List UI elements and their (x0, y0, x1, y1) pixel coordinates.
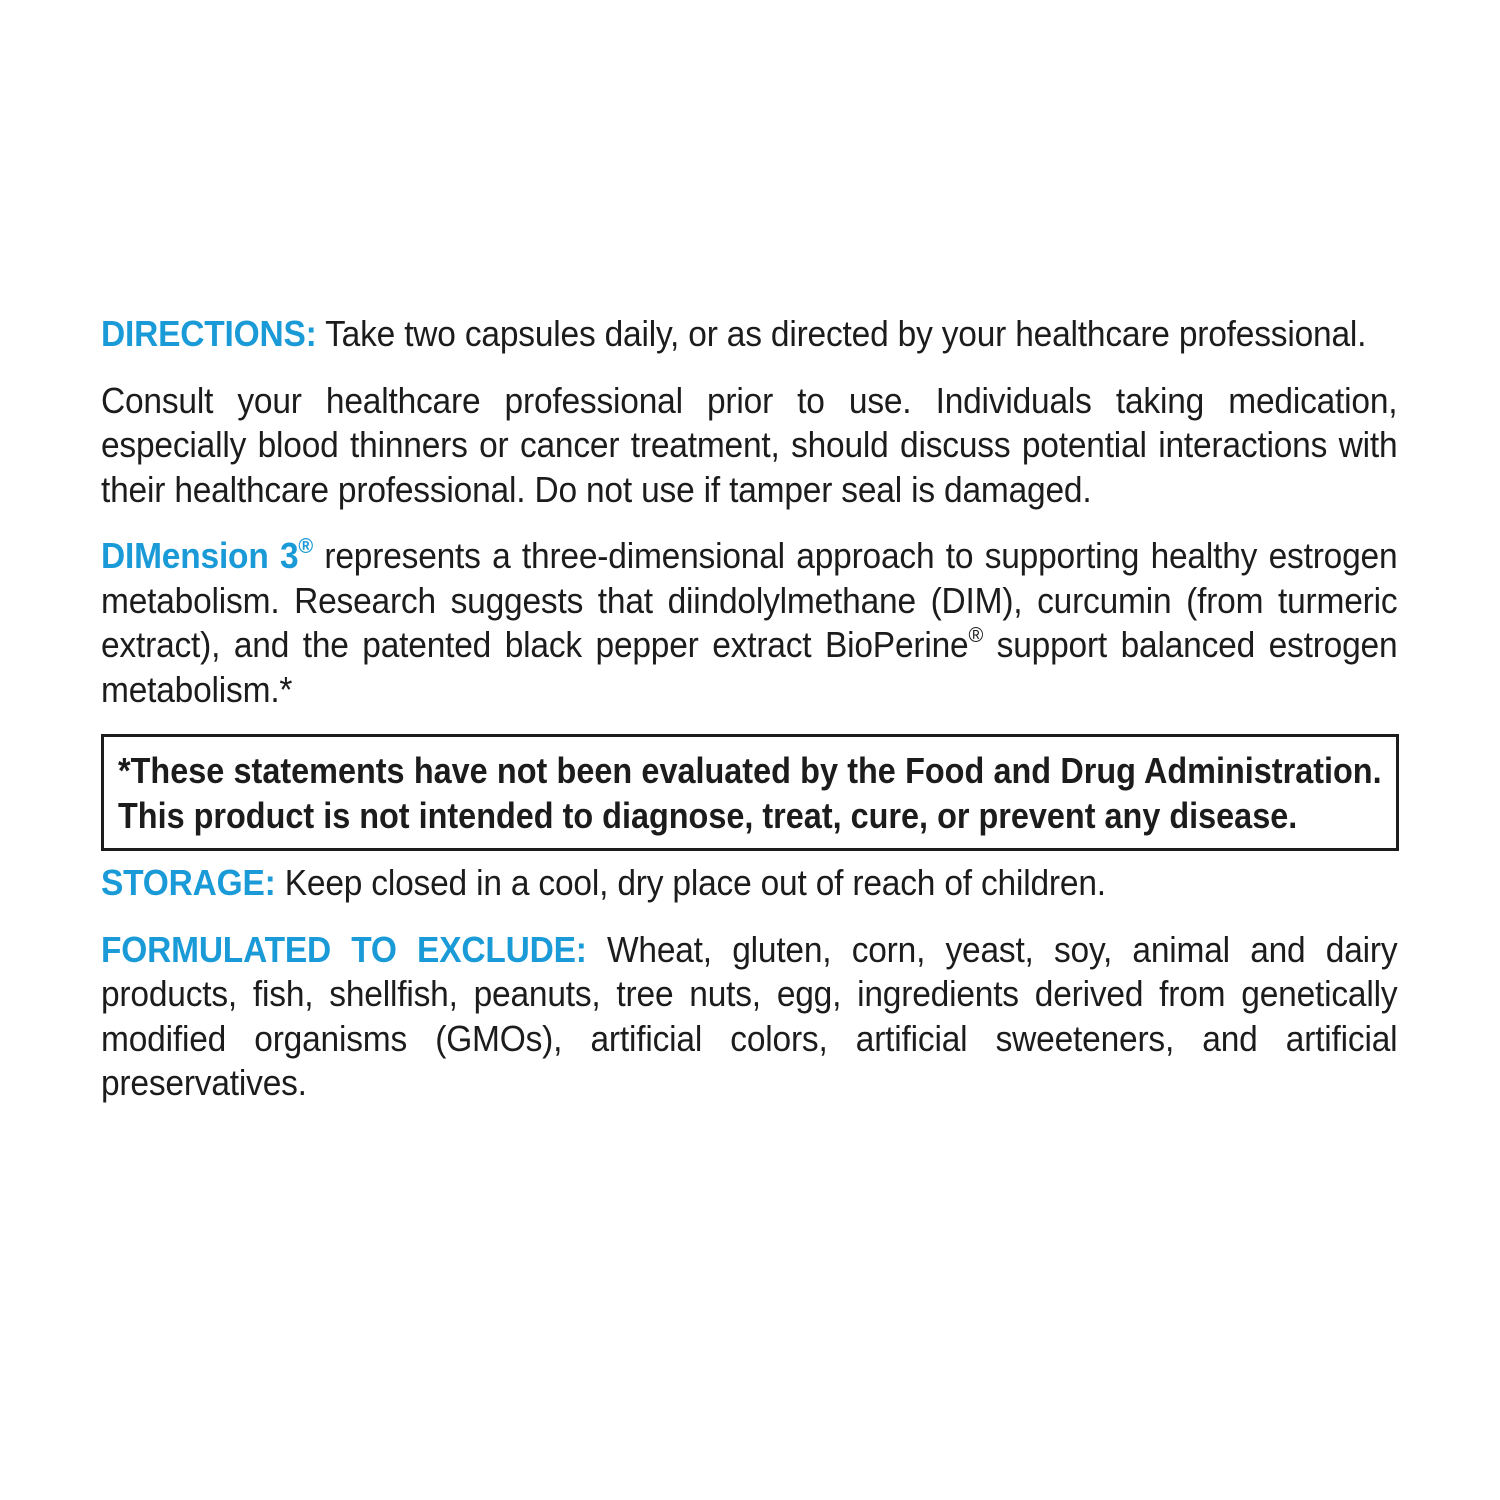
description-text-part1: represents a three-dimensional approach to supporting healthy estrogen metabolism. Research suggests that diindolylmethane (DIM), curcumin (from turmeric extract), and the patented black pepper extract BioPerine (101, 535, 1398, 665)
directions-heading: DIRECTIONS: (101, 313, 317, 354)
fda-disclaimer-box (101, 734, 1399, 851)
description-text-part2: support balanced estrogen metabolism.* (101, 624, 1398, 710)
exclusions-heading: FORMULATED TO EXCLUDE: (101, 928, 587, 970)
exclusions-paragraph (101, 928, 1397, 1106)
description-paragraph (101, 534, 1397, 712)
storage-heading: STORAGE: (101, 862, 276, 903)
storage-paragraph (101, 861, 1397, 906)
exclusions-text: Wheat, gluten, corn, yeast, soy, animal and dairy products, fish, shellfish, peanuts, tree nuts, egg, ingredients derived from genetically modified organisms (GMOs), artificial colors, artificial sweeteners, and artificial preservatives. (101, 928, 1398, 1103)
storage-text: Keep closed in a cool, dry place out of reach of children. (275, 862, 1106, 903)
fda-disclaimer-text: *These statements have not been evaluated by the Food and Drug Administration. This product is not intended to diagnose, treat, cure, or prevent any disease. (118, 750, 1382, 836)
directions-text: Take two capsules daily, or as directed by your healthcare professional. (316, 313, 1367, 354)
directions-paragraph (101, 312, 1397, 357)
brand-name: DIMension 3 (101, 535, 299, 576)
supplement-label-panel (101, 312, 1398, 1128)
warning-paragraph: Consult your healthcare professional prior to use. Individuals taking medication, especially blood thinners or cancer treatment, should discuss potential interactions with their healthcare professional. Do not use if tamper seal is damaged. (101, 379, 1398, 510)
bioperine-registered-mark: ® (968, 621, 984, 647)
brand-registered-mark: ® (298, 532, 314, 558)
